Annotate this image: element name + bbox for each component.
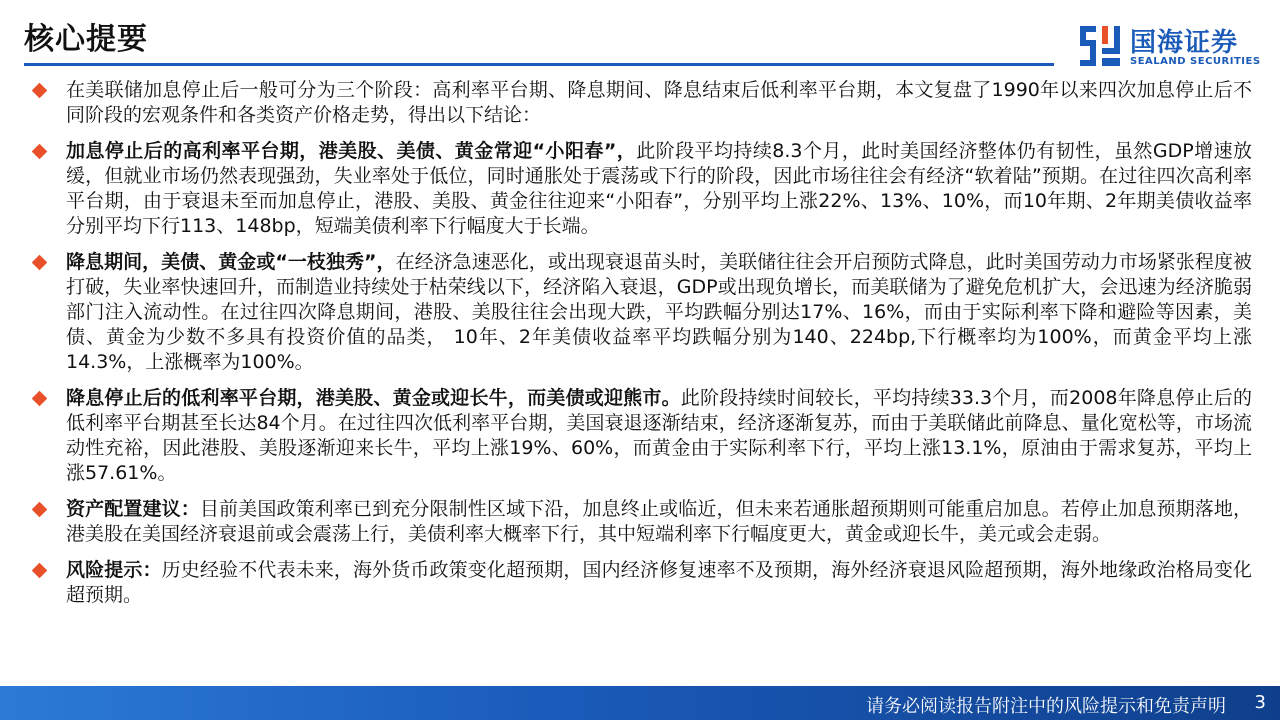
summary-item: [30, 497, 1252, 547]
summary-lead: 资产配置建议：: [66, 498, 200, 520]
page-title: 核心提要: [24, 22, 148, 57]
summary-body: 此阶段持续时间较长，平均持续33.3个月，而2008年降息停止后的低利率平台期甚至长达84个月。在过往四次低利率平台期，美国衰退逐渐结束，经济逐渐复苏，而由于美联储此前降息、量化宽松等，市场流动性充裕，因此港股、美股逐渐迎来长牛，平均上涨19%、60%，而黄金由于实际利率下行，平均上涨13.1%，原油由于需求复苏，平均上涨57.61%。: [66, 387, 1252, 484]
summary-body: 在美联储加息停止后一般可分为三个阶段：高利率平台期、降息期间、降息结束后低利率平台期，本文复盘了1990年以来四次加息停止后不同阶段的宏观条件和各类资产价格走势，得出以下结论：: [66, 79, 1252, 126]
summary-text: [66, 497, 1252, 547]
diamond-bullet-icon: [32, 255, 48, 271]
summary-lead: 降息停止后的低利率平台期，港美股、黄金或迎长牛，而美债或迎熊市。: [66, 387, 681, 409]
summary-item: [30, 558, 1252, 608]
summary-lead: 风险提示：: [66, 559, 162, 581]
summary-text: [66, 558, 1252, 608]
sealand-logo-icon: [1078, 24, 1122, 68]
footer-bar: [0, 686, 1280, 720]
footer-disclaimer: 请务必阅读报告附注中的风险提示和免责声明: [866, 696, 1226, 717]
summary-lead: 降息期间，美债、黄金或“一枝独秀”，: [66, 251, 396, 273]
summary-body: 目前美国政策利率已到充分限制性区域下沿，加息终止或临近，但未来若通胀超预期则可能重启加息。若停止加息预期落地，港美股在美国经济衰退前或会震荡上行，美债利率大概率下行，其中短端利率下行幅度更大，黄金或迎长牛，美元或会走弱。: [66, 498, 1252, 545]
summary-item: [30, 386, 1252, 486]
summary-body: 在经济急速恶化，或出现衰退苗头时，美联储往往会开启预防式降息，此时美国劳动力市场紧张程度被打破，失业率快速回升，而制造业持续处于枯荣线以下，经济陷入衰退，GDP或出现负增长，而美联储为了避免危机扩大，会迅速为经济脆弱部门注入流动性。在过往四次降息期间，港股、美股往往会出现大跌，平均跌幅分别达17%、16%，而由于实际利率下降和避险等因素，美债、黄金为少数不多具有投资价值的品类， 10年、2年美债收益率平均跌幅分别为140、224bp,下行概率均为100%，而黄金平均上涨14.3%，上涨概率为100%。: [66, 251, 1252, 373]
page-number: 3: [1254, 692, 1266, 713]
summary-item: [30, 78, 1252, 128]
summary-item: [30, 250, 1252, 375]
summary-text: [66, 78, 1252, 128]
summary-text: [66, 250, 1252, 375]
diamond-bullet-icon: [32, 391, 48, 407]
summary-body: 此阶段平均持续8.3个月，此时美国经济整体仍有韧性，虽然GDP增速放缓，但就业市场仍然表现强劲，失业率处于低位，同时通胀处于震荡或下行的阶段，因此市场往往会有经济“软着陆”预期。在过往四次高利率平台期，由于衰退未至而加息停止，港股、美股、黄金往往迎来“小阳春”，分别平均上涨22%、13%、10%，而10年期、2年期美债收益率分别平均下行113、148bp，短端美债利率下行幅度大于长端。: [66, 140, 1253, 237]
diamond-bullet-icon: [32, 502, 48, 518]
summary-text: [66, 386, 1252, 486]
summary-text: [66, 139, 1252, 239]
logo-name-cn: 国海证券: [1130, 28, 1239, 58]
diamond-bullet-icon: [32, 563, 48, 579]
summary-list: [30, 78, 1252, 608]
company-logo: [1078, 24, 1261, 70]
diamond-bullet-icon: [32, 83, 48, 99]
summary-body: 历史经验不代表未来，海外货币政策变化超预期，国内经济修复速率不及预期，海外经济衰退风险超预期，海外地缘政治格局变化超预期。: [66, 559, 1252, 606]
summary-item: [30, 139, 1252, 239]
summary-lead: 加息停止后的高利率平台期，港美股、美债、黄金常迎“小阳春”，: [66, 140, 637, 162]
logo-name-en: SEALAND SECURITIES: [1130, 56, 1261, 67]
header-rule: [24, 63, 1054, 66]
diamond-bullet-icon: [32, 144, 48, 160]
